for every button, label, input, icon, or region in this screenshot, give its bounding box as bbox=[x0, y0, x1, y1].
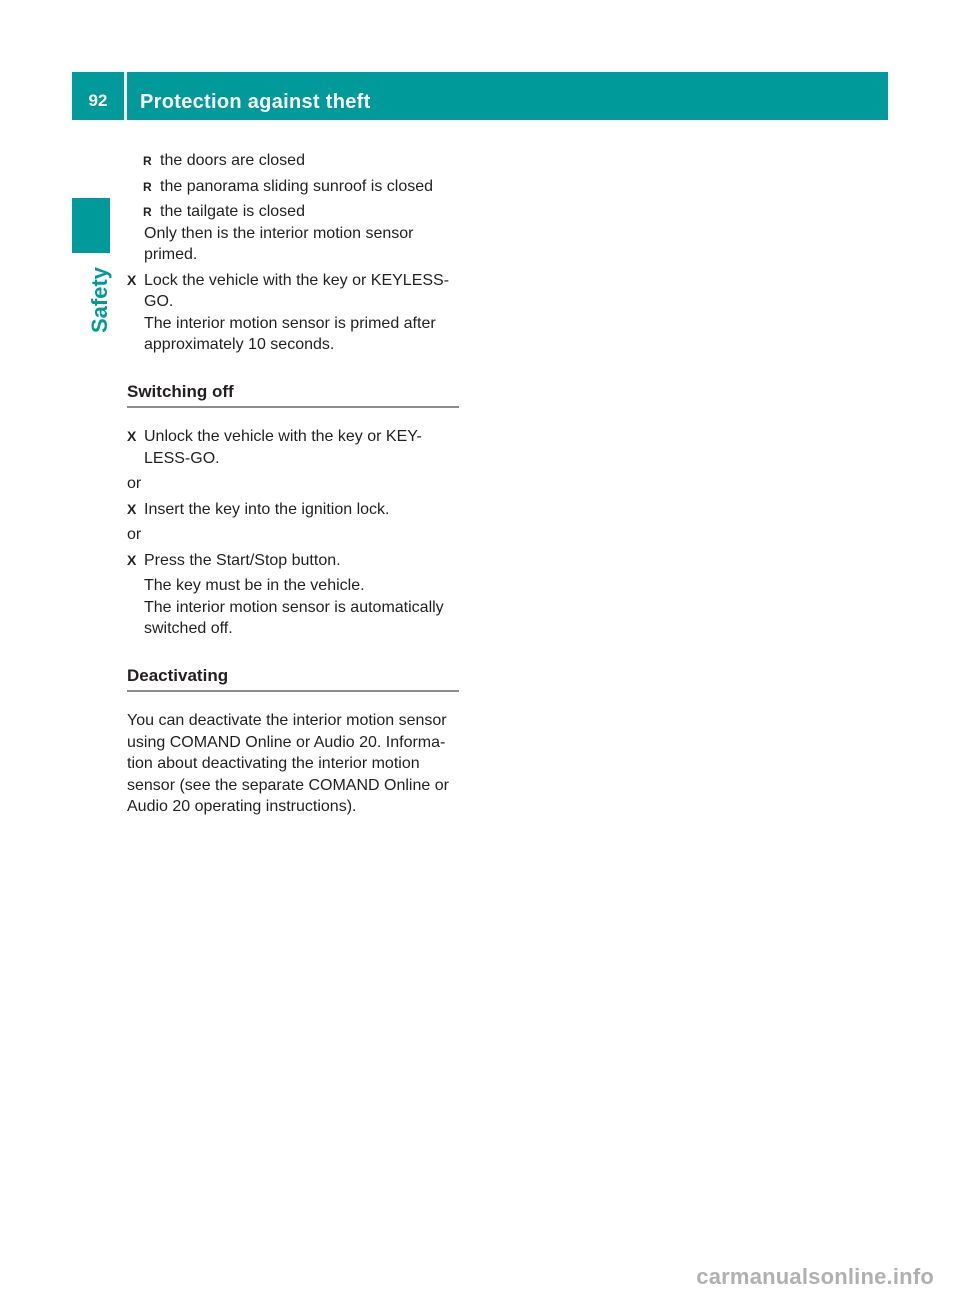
or-separator: or bbox=[127, 526, 142, 543]
page-title: Protection against theft bbox=[140, 91, 371, 113]
main-content bbox=[127, 150, 459, 818]
section-heading-switching-off: Switching off bbox=[127, 381, 459, 409]
step-result: The interior motion sensor is primed after approximately 10 seconds. bbox=[144, 314, 436, 353]
step-result: The interior motion sensor is automatically switched off. bbox=[144, 598, 444, 637]
list-item: R the panorama sliding sunroof is closed bbox=[127, 176, 459, 198]
instruction-step: X Lock the vehicle with the key or KEYLESS-GO. bbox=[127, 271, 450, 310]
step-arrow-icon: X bbox=[127, 428, 137, 444]
header-divider bbox=[124, 72, 127, 120]
bullet-r-icon: R bbox=[143, 179, 152, 194]
step-note: The key must be in the vehicle. bbox=[144, 577, 365, 594]
list-item: R the tailgate is closed bbox=[127, 201, 459, 223]
section-tab-marker bbox=[72, 198, 110, 253]
section-label: Safety bbox=[87, 266, 112, 334]
section-heading-deactivating: Deactivating bbox=[127, 665, 459, 693]
step-arrow-icon: X bbox=[127, 551, 137, 568]
instruction-step: X Unlock the vehicle with the key or KEY-LESS-GO. bbox=[127, 428, 422, 467]
bullet-r-icon: R bbox=[143, 154, 152, 168]
list-item: R the doors are closed bbox=[127, 150, 459, 172]
bullet-r-icon: R bbox=[143, 205, 152, 219]
step-arrow-icon: X bbox=[127, 500, 137, 517]
or-separator: or bbox=[127, 475, 142, 492]
instruction-step: X Insert the key into the ignition lock. bbox=[127, 499, 459, 521]
watermark-text: carmanualsonline.info bbox=[696, 1264, 934, 1289]
intro-note: Only then is the interior motion sensor primed. bbox=[144, 224, 414, 263]
instruction-step: X Press the Start/Stop button. bbox=[127, 550, 459, 572]
page-number: 92 bbox=[88, 91, 108, 110]
body-paragraph: You can deactivate the interior motion sensor using COMAND Online or Audio 20. Informa-tion about deactivating the interior motion sensor (see the separate COMAND Online or Audio 20 operating instructions). bbox=[127, 712, 449, 815]
step-arrow-icon: X bbox=[127, 271, 137, 288]
